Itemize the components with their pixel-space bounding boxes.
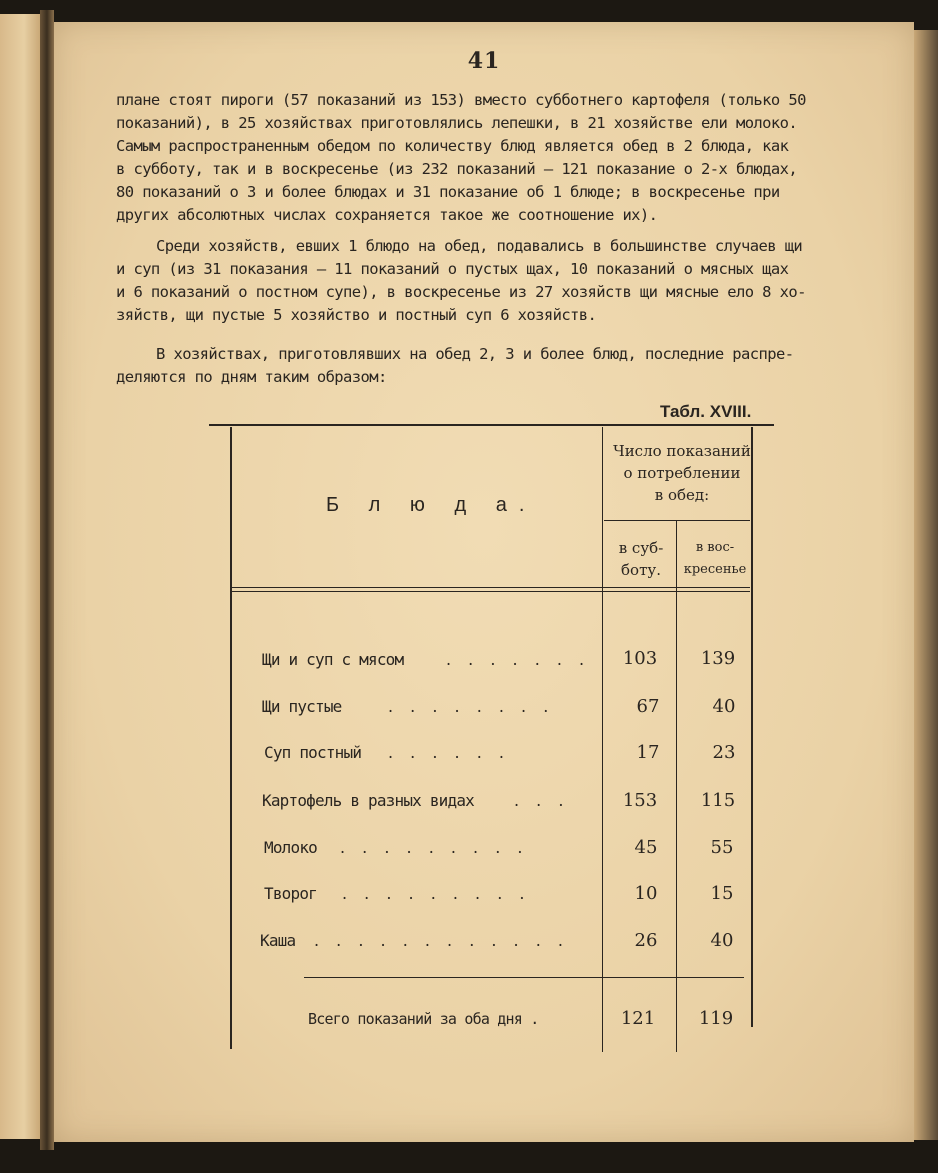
total-saturday-value: 121: [620, 1008, 656, 1029]
dish-name: Картофель в разных видах: [262, 791, 474, 810]
paragraph-line: Самым распространенным обедом по количеству блюд является обед в 2 блюда, как: [116, 137, 789, 155]
saturday-value: 17: [636, 742, 660, 763]
leader-dots: . . . . . . . . . . . .: [314, 931, 569, 950]
dish-name: Суп постный: [264, 743, 362, 762]
column-header-dishes: Б л ю д а.: [326, 494, 537, 516]
sunday-value: 139: [700, 648, 736, 669]
paragraph-line: Среди хозяйств, евших 1 блюдо на обед, подавались в большинстве случаев щи: [156, 237, 803, 255]
paragraph-line: и 6 показаний о постном супе), в воскресенье из 27 хозяйств щи мясные ело 8 хо-: [116, 283, 806, 301]
left-page-edge: [0, 14, 40, 1139]
document-page: [54, 22, 914, 1142]
dish-name: Каша: [260, 931, 296, 950]
column-header-saturday: [606, 537, 676, 581]
paragraph-line: в субботу, так и в воскресенье (из 232 показаний — 121 показание о 2-х блюдах,: [116, 160, 798, 178]
total-label: Всего показаний за оба дня .: [308, 1010, 539, 1028]
column-header-sunday-line: в вос-: [695, 540, 735, 555]
saturday-value: 103: [622, 648, 658, 669]
table-head-rule: [230, 591, 750, 592]
dish-name: Щи пустые: [262, 697, 342, 716]
column-header-saturday-line: боту.: [621, 561, 661, 579]
sunday-value: 115: [700, 790, 736, 811]
leader-dots: . . . . . . . .: [388, 697, 555, 716]
paragraph-line: и суп (из 31 показания — 11 показаний о пустых щах, 10 показаний о мясных щах: [116, 260, 789, 278]
dish-name: Творог: [264, 884, 317, 903]
table-total-rule: [304, 977, 744, 978]
leader-dots: . . . . . . .: [446, 650, 591, 669]
page-number: 41: [467, 48, 501, 74]
sunday-value: 15: [710, 883, 734, 904]
leader-dots: . . . . . . . . .: [342, 884, 531, 903]
table-head-rule: [230, 587, 750, 588]
table-left-border: [230, 427, 232, 1049]
table-col-divider: [602, 427, 603, 1052]
sunday-value: 55: [710, 837, 734, 858]
saturday-value: 45: [634, 837, 658, 858]
dish-name: Молоко: [264, 838, 317, 857]
sunday-value: 40: [712, 696, 736, 717]
column-header-sunday: [678, 537, 752, 581]
table-label: Табл. XVIII.: [660, 402, 752, 421]
column-header-count-line: Число показаний: [613, 442, 751, 460]
saturday-value: 26: [634, 930, 658, 951]
total-sunday-value: 119: [698, 1008, 734, 1029]
book-gutter: [40, 10, 54, 1150]
table-col-divider: [676, 520, 677, 1052]
column-header-saturday-line: в суб-: [618, 539, 664, 557]
column-header-count-line: в обед:: [654, 486, 710, 504]
leader-dots: . . .: [514, 791, 570, 810]
dish-name: Щи и суп с мясом: [262, 650, 404, 669]
column-header-count-line: о потреблении: [623, 464, 741, 482]
paragraph-line: В хозяйствах, приготовлявших на обед 2, 3 и более блюд, последние распре-: [156, 345, 794, 363]
column-header-count: [608, 440, 756, 506]
right-page-edge: [914, 30, 938, 1140]
leader-dots: . . . . . . . . .: [340, 838, 529, 857]
leader-dots: . . . . . .: [388, 743, 510, 762]
sunday-value: 23: [712, 742, 736, 763]
paragraph-line: плане стоят пироги (57 показаний из 153) вместо субботнего картофеля (только 50: [116, 91, 806, 109]
paragraph-line: деляются по дням таким образом:: [116, 368, 387, 386]
column-header-sunday-line: кресенье: [683, 562, 747, 577]
paragraph-line: показаний), в 25 хозяйствах приготовлялись лепешки, в 21 хозяйстве ели молоко.: [116, 114, 798, 132]
table-subhead-rule: [604, 520, 750, 521]
sunday-value: 40: [710, 930, 734, 951]
saturday-value: 153: [622, 790, 658, 811]
saturday-value: 67: [636, 696, 660, 717]
paragraph-line: других абсолютных числах сохраняется такое же соотношение их).: [116, 206, 658, 224]
paragraph-line: зяйств, щи пустые 5 хозяйство и постный суп 6 хозяйств.: [116, 306, 597, 324]
table-top-rule: [209, 424, 774, 426]
paragraph-line: 80 показаний о 3 и более блюдах и 31 показание об 1 блюде; в воскресенье при: [116, 183, 780, 201]
saturday-value: 10: [634, 883, 658, 904]
